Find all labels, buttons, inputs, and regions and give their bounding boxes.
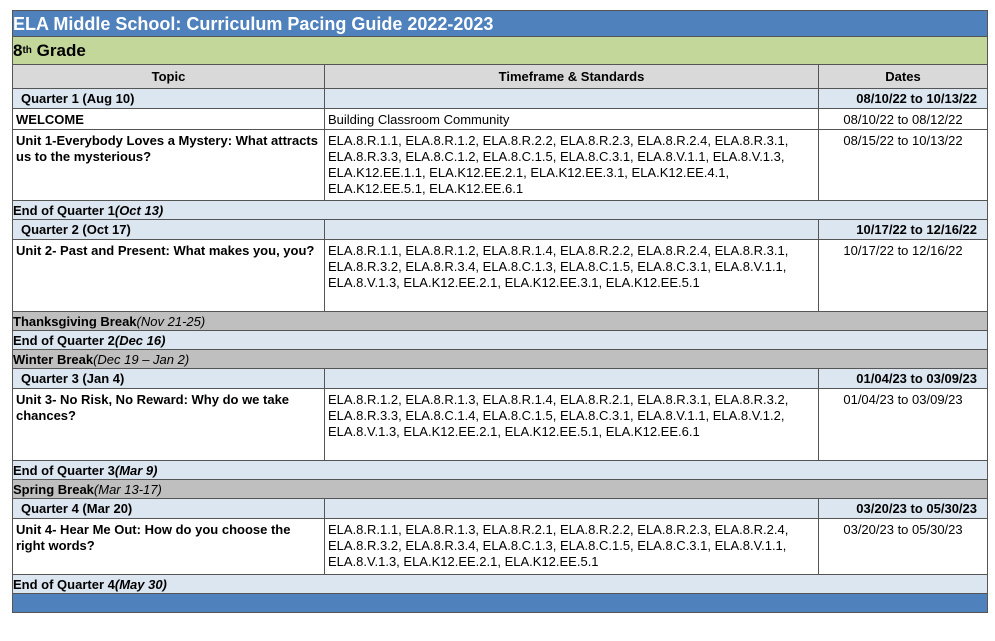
header-row xyxy=(13,65,987,89)
end-label: End of Quarter 2 xyxy=(13,333,115,348)
dates-cell: 01/04/23 to 03/09/23 xyxy=(843,392,963,407)
break-date: (Mar 13-17) xyxy=(93,482,162,497)
grade-suffix: th xyxy=(22,45,32,56)
quarter-label: Quarter 2 (Oct 17) xyxy=(13,220,325,239)
timeframe-header: Timeframe & Standards xyxy=(325,65,819,88)
dates-cell: 08/15/22 to 10/13/22 xyxy=(843,133,963,148)
end-label: End of Quarter 1 xyxy=(13,203,115,218)
thanksgiving-break-row xyxy=(13,312,987,331)
end-date: (Dec 16) xyxy=(114,333,166,348)
break-label: Thanksgiving Break xyxy=(13,314,137,329)
quarter-label: Quarter 3 (Jan 4) xyxy=(13,369,325,388)
topic-cell: WELCOME xyxy=(13,109,325,129)
topic-cell: Unit 3- No Risk, No Reward: Why do we take chances? xyxy=(13,389,325,460)
break-date: (Dec 19 – Jan 2) xyxy=(93,352,190,367)
break-date: (Nov 21-25) xyxy=(136,314,206,329)
grade-word: Grade xyxy=(36,41,86,60)
end-of-quarter-1-row xyxy=(13,201,987,220)
standards-cell: ELA.8.R.1.1, ELA.8.R.1.3, ELA.8.R.2.1, ELA.8.R.2.2, ELA.8.R.2.3, ELA.8.R.2.4, ELA.8.R.3.2, ELA.8.R.3.4, ELA.8.C.1.3, ELA.8.C.1.5, ELA.8.C.3.1, ELA.8.V.1.1, ELA.8.V.1.3, ELA.K12.EE.2.1, ELA.K12.EE.5.1 xyxy=(325,519,819,574)
end-of-quarter-4-row xyxy=(13,575,987,594)
grade-number: 8 xyxy=(13,41,23,60)
quarter-standards-empty xyxy=(325,89,819,108)
end-date: (Mar 9) xyxy=(114,463,158,478)
spring-break-row xyxy=(13,480,987,499)
break-label: Spring Break xyxy=(13,482,94,497)
quarter-dates: 03/20/23 to 05/30/23 xyxy=(856,501,977,516)
standards-cell: Building Classroom Community xyxy=(325,109,819,129)
end-date: (May 30) xyxy=(114,577,167,592)
quarter-standards-empty xyxy=(325,220,819,239)
page-title: ELA Middle School: Curriculum Pacing Guide 2022-2023 xyxy=(13,11,987,37)
end-of-quarter-3-row xyxy=(13,461,987,480)
winter-break-row xyxy=(13,350,987,369)
unit-1-row xyxy=(13,130,987,201)
standards-cell: ELA.8.R.1.2, ELA.8.R.1.3, ELA.8.R.1.4, ELA.8.R.2.1, ELA.8.R.3.1, ELA.8.R.3.2, ELA.8.R.3.3, ELA.8.C.1.4, ELA.8.C.1.5, ELA.8.C.3.1, ELA.8.V.1.1, ELA.8.V.1.2, ELA.8.V.1.3, ELA.K12.EE.2.1, ELA.K12.EE.5.1, ELA.K12.EE.6.1 xyxy=(325,389,819,460)
topic-cell: Unit 1-Everybody Loves a Mystery: What attracts us to the mysterious? xyxy=(13,130,325,200)
topic-cell: Unit 4- Hear Me Out: How do you choose the right words? xyxy=(13,519,325,574)
end-of-quarter-2-row xyxy=(13,331,987,350)
footer-bar xyxy=(13,594,987,612)
unit-4-row xyxy=(13,519,987,575)
quarter-dates: 01/04/23 to 03/09/23 xyxy=(856,371,977,386)
quarter-label: Quarter 4 (Mar 20) xyxy=(13,499,325,518)
topic-header: Topic xyxy=(13,65,325,88)
dates-cell: 10/17/22 to 12/16/22 xyxy=(843,243,963,258)
quarter-3-row xyxy=(13,369,987,389)
welcome-row xyxy=(13,109,987,130)
break-label: Winter Break xyxy=(13,352,94,367)
standards-cell: ELA.8.R.1.1, ELA.8.R.1.2, ELA.8.R.2.2, ELA.8.R.2.3, ELA.8.R.2.4, ELA.8.R.3.1, ELA.8.R.3.3, ELA.8.C.1.2, ELA.8.C.1.5, ELA.8.C.3.1, ELA.8.V.1.1, ELA.8.V.1.3, ELA.K12.EE.1.1, ELA.K12.EE.2.1, ELA.K12.EE.3.1, ELA.K12.EE.4.1, ELA.K12.EE.5.1, ELA.K12.EE.6.1 xyxy=(325,130,819,200)
dates-cell: 08/10/22 to 08/12/22 xyxy=(843,112,963,127)
topic-cell: Unit 2- Past and Present: What makes you, you? xyxy=(13,240,325,311)
quarter-standards-empty xyxy=(325,369,819,388)
end-date: (Oct 13) xyxy=(114,203,164,218)
end-label: End of Quarter 3 xyxy=(13,463,115,478)
quarter-standards-empty xyxy=(325,499,819,518)
unit-3-row xyxy=(13,389,987,461)
quarter-4-row xyxy=(13,499,987,519)
dates-header: Dates xyxy=(885,69,921,84)
standards-cell: ELA.8.R.1.1, ELA.8.R.1.2, ELA.8.R.1.4, ELA.8.R.2.2, ELA.8.R.2.4, ELA.8.R.3.1, ELA.8.R.3.2, ELA.8.R.3.4, ELA.8.C.1.3, ELA.8.C.1.5, ELA.8.C.3.1, ELA.8.V.1.1, ELA.8.V.1.3, ELA.K12.EE.2.1, ELA.K12.EE.3.1, ELA.K12.EE.5.1 xyxy=(325,240,819,311)
end-label: End of Quarter 4 xyxy=(13,577,115,592)
quarter-dates: 10/17/22 to 12/16/22 xyxy=(856,222,977,237)
quarter-1-row xyxy=(13,89,987,109)
dates-cell: 03/20/23 to 05/30/23 xyxy=(843,522,963,537)
pacing-guide-table xyxy=(12,10,988,613)
grade-banner xyxy=(13,37,987,65)
unit-2-row xyxy=(13,240,987,312)
quarter-2-row xyxy=(13,220,987,240)
quarter-dates: 08/10/22 to 10/13/22 xyxy=(856,91,977,106)
quarter-label: Quarter 1 (Aug 10) xyxy=(13,89,325,108)
